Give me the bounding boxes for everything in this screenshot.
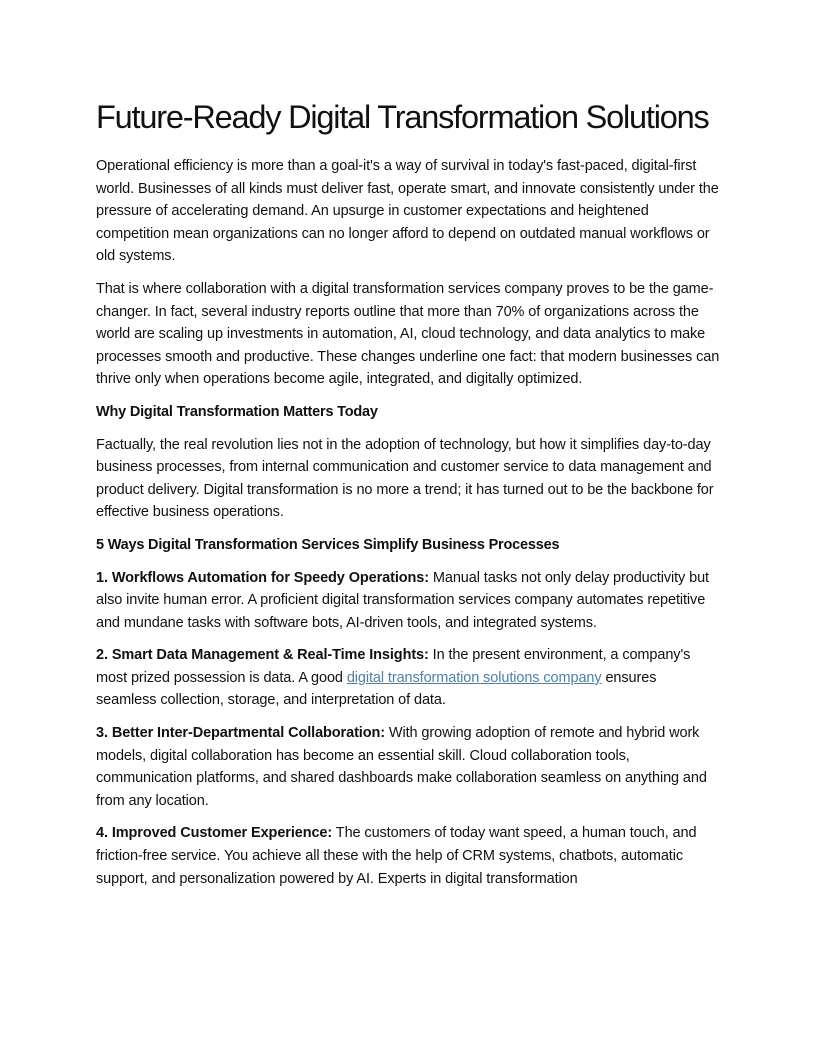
list-item-lead: 2. Smart Data Management & Real-Time Insights: bbox=[96, 647, 429, 664]
list-item-text: With growing adoption of remote and hybrid work models, digital collaboration has become an essential skill. Cloud collaboration tools, communication platforms, and shared dashboards make collaboration seamless on anything and from any location. bbox=[96, 725, 707, 809]
document-page bbox=[96, 96, 720, 900]
list-item-text: ensures seamless collection, storage, and interpretation of data. bbox=[96, 669, 657, 709]
list-item-workflows bbox=[96, 567, 720, 635]
digital-transformation-link[interactable]: digital transformation solutions company bbox=[346, 669, 602, 686]
intro-paragraph-2: That is where collaboration with a digital transformation services company proves to be the game-changer. In fact, several industry reports outline that more than 70% of organizations across the world are scaling up investments in automation, AI, cloud technology, and data analytics to make processes smooth and productive. These changes underline one fact: that modern businesses can thrive only when operations become agile, integrated, and digitally optimized. bbox=[96, 280, 720, 388]
section-heading-why: Why Digital Transformation Matters Today bbox=[96, 403, 378, 420]
section-heading-five-ways: 5 Ways Digital Transformation Services Simplify Business Processes bbox=[96, 536, 560, 553]
section-paragraph-why: Factually, the real revolution lies not in the adoption of technology, but how it simplifies day-to-day business processes, from internal communication and customer service to data management and product delivery. Digital transformation is no more a trend; it has turned out to be the backbone for effective business operations. bbox=[96, 436, 714, 521]
list-item-customer-experience bbox=[96, 822, 720, 890]
list-item-text: Manual tasks not only delay productivity but also invite human error. A proficient digital transformation services company automates repetitive and mundane tasks with software bots, AI-driven tools, and integrated systems. bbox=[96, 569, 709, 631]
list-item-lead: 4. Improved Customer Experience: bbox=[96, 825, 333, 842]
list-item-text: The customers of today want speed, a human touch, and friction-free service. You achieve all these with the help of CRM systems, chatbots, automatic support, and personalization powered by AI. Experts in digital transformation bbox=[96, 825, 697, 887]
list-item-lead: 3. Better Inter-Departmental Collaboration: bbox=[96, 725, 385, 742]
list-item-lead: 1. Workflows Automation for Speedy Operations: bbox=[96, 569, 429, 586]
list-item-text: In the present environment, a company's most prized possession is data. A good bbox=[96, 647, 691, 686]
document-title: Future-Ready Digital Transformation Solutions bbox=[96, 99, 709, 135]
intro-paragraph-1: Operational efficiency is more than a goal-it's a way of survival in today's fast-paced, digital-first world. Businesses of all kinds must deliver fast, operate smart, and innovate consistently under the pressure of accelerating demand. An upsurge in customer expectations and heightened competition mean organizations can no longer afford to depend on outdated manual workflows or old systems. bbox=[96, 158, 719, 265]
list-item-data-management bbox=[96, 644, 720, 712]
list-item-collaboration bbox=[96, 722, 720, 812]
